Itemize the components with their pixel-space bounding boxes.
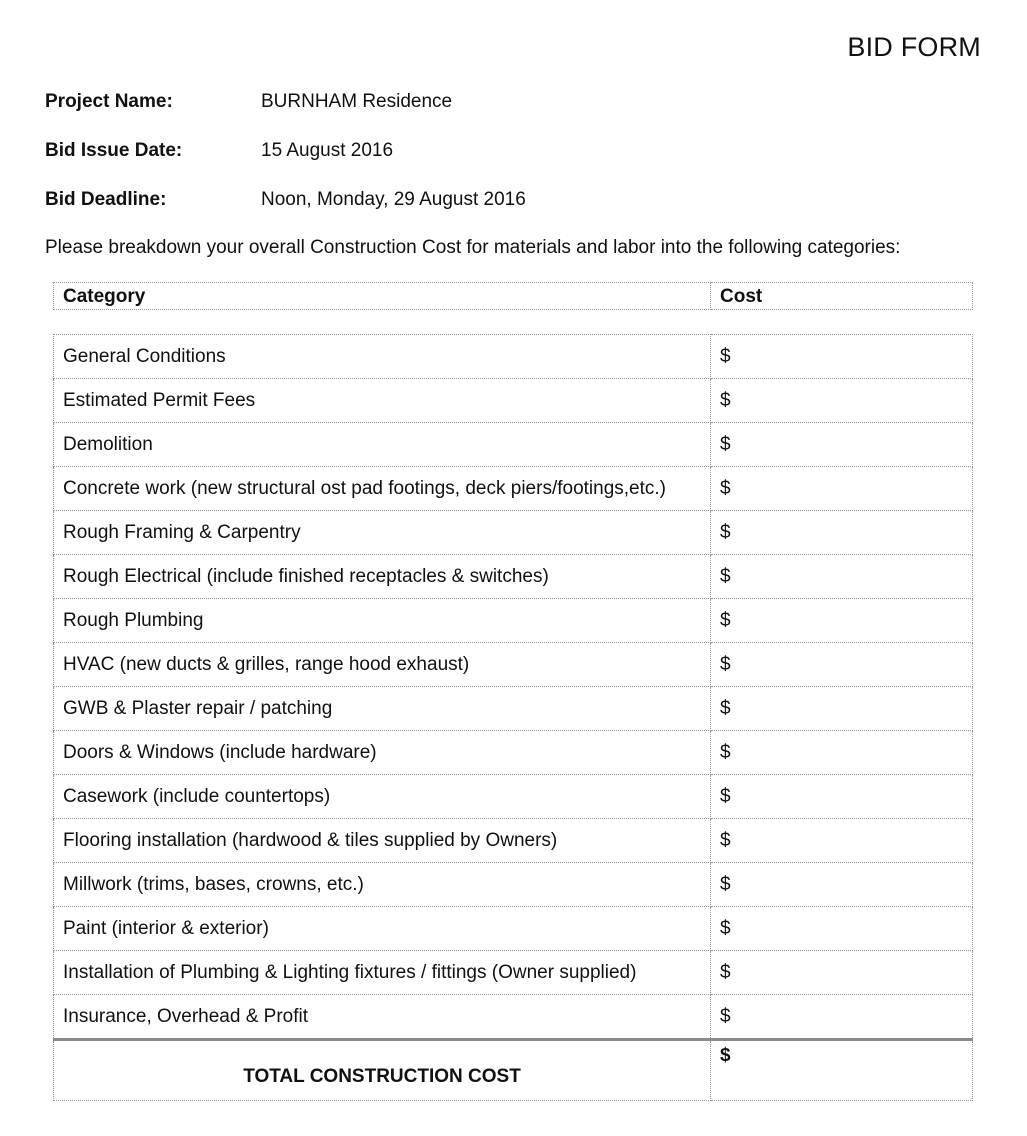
project-name-field (45, 90, 452, 114)
bid-deadline-value: Noon, Monday, 29 August 2016 (261, 189, 526, 210)
table-header (53, 282, 973, 310)
category-column-header: Category (54, 283, 711, 310)
cost-cell[interactable]: $ (711, 819, 973, 863)
bid-issue-date-label: Bid Issue Date: (45, 140, 183, 161)
cost-cell[interactable]: $ (711, 467, 973, 511)
category-cell: Millwork (trims, bases, crowns, etc.) (54, 863, 711, 907)
table-row (54, 643, 973, 687)
table-row (54, 863, 973, 907)
bid-issue-date-field (45, 139, 393, 163)
table-row (54, 731, 973, 775)
cost-cell[interactable]: $ (711, 687, 973, 731)
cost-cell[interactable]: $ (711, 995, 973, 1040)
cost-column-header: Cost (711, 283, 973, 310)
cost-cell[interactable]: $ (711, 775, 973, 819)
cost-cell[interactable]: $ (711, 907, 973, 951)
cost-cell[interactable]: $ (711, 335, 973, 379)
cost-cell[interactable]: $ (711, 951, 973, 995)
cost-cell[interactable]: $ (711, 643, 973, 687)
total-construction-cost-cell[interactable]: $ (711, 1040, 973, 1101)
category-cell: Paint (interior & exterior) (54, 907, 711, 951)
total-construction-cost-label: TOTAL CONSTRUCTION COST (54, 1040, 711, 1101)
bid-deadline-label: Bid Deadline: (45, 189, 167, 210)
category-cell: Flooring installation (hardwood & tiles supplied by Owners) (54, 819, 711, 863)
category-cell: Insurance, Overhead & Profit (54, 995, 711, 1040)
category-cell: Casework (include countertops) (54, 775, 711, 819)
cost-cell[interactable]: $ (711, 555, 973, 599)
total-row (54, 1040, 973, 1101)
bid-issue-date-value: 15 August 2016 (261, 140, 394, 161)
category-cell: Rough Plumbing (54, 599, 711, 643)
cost-cell[interactable]: $ (711, 731, 973, 775)
category-cell: General Conditions (54, 335, 711, 379)
table-row (54, 775, 973, 819)
table-row (54, 687, 973, 731)
cost-cell[interactable]: $ (711, 511, 973, 555)
category-cell: HVAC (new ducts & grilles, range hood exhaust) (54, 643, 711, 687)
category-cell: Concrete work (new structural ost pad footings, deck piers/footings,etc.) (54, 467, 711, 511)
bid-form-title: BID FORM (847, 32, 981, 62)
table-row (54, 951, 973, 995)
header-row (54, 283, 973, 310)
category-cell: GWB & Plaster repair / patching (54, 687, 711, 731)
category-cell: Demolition (54, 423, 711, 467)
bid-deadline-field (45, 188, 526, 212)
table-row (54, 511, 973, 555)
table-row (54, 819, 973, 863)
project-name-label: Project Name: (45, 91, 173, 112)
category-cell: Estimated Permit Fees (54, 379, 711, 423)
cost-breakdown-table (53, 334, 973, 1101)
table-row (54, 907, 973, 951)
table-row (54, 335, 973, 379)
category-cell: Rough Framing & Carpentry (54, 511, 711, 555)
cost-cell[interactable]: $ (711, 599, 973, 643)
cost-cell[interactable]: $ (711, 379, 973, 423)
cost-cell[interactable]: $ (711, 863, 973, 907)
table-row (54, 995, 973, 1040)
table-row (54, 379, 973, 423)
table-row (54, 555, 973, 599)
category-cell: Installation of Plumbing & Lighting fixtures / fittings (Owner supplied) (54, 951, 711, 995)
cost-cell[interactable]: $ (711, 423, 973, 467)
category-cell: Doors & Windows (include hardware) (54, 731, 711, 775)
table-row (54, 599, 973, 643)
table-row (54, 423, 973, 467)
instruction-text: Please breakdown your overall Construction Cost for materials and labor into the following categories: (45, 237, 901, 258)
table-row (54, 467, 973, 511)
category-cell: Rough Electrical (include finished receptacles & switches) (54, 555, 711, 599)
project-name-value: BURNHAM Residence (261, 91, 453, 112)
